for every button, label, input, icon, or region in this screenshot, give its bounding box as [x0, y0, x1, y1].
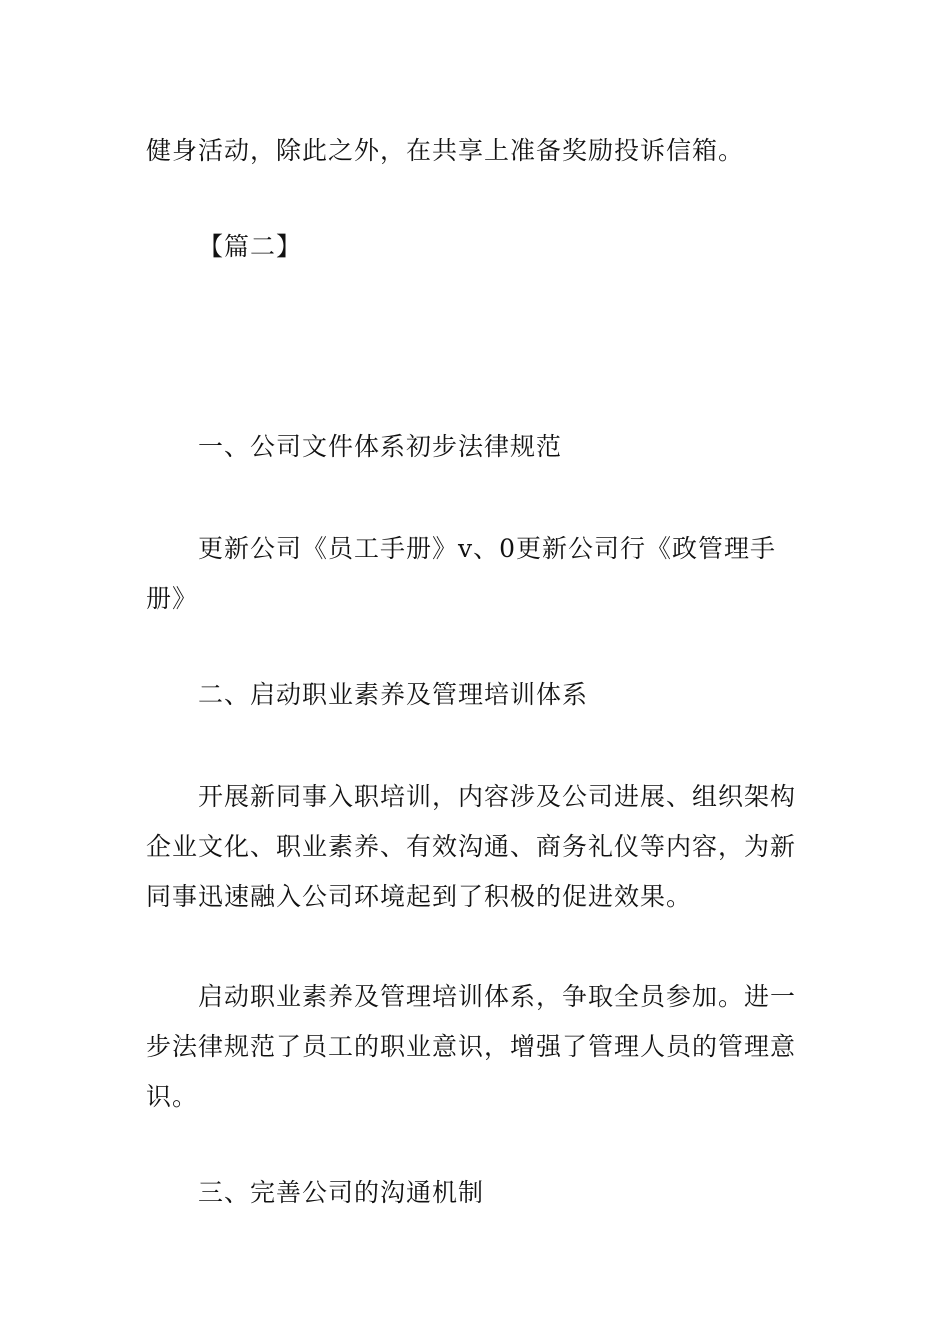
paragraph-2: 开展新同事入职培训，内容涉及公司进展、组织架构企业文化、职业素养、有效沟通、商务礼仪等内容，为新同事迅速融入公司环境起到了积极的促进效果。 — [146, 782, 797, 911]
paragraph-1: 更新公司《员工手册》v、0更新公司行《政管理手册》 — [146, 534, 777, 613]
heading-1: 一、公司文件体系初步法律规范 — [198, 432, 563, 461]
paragraph-continuation: 健身活动，除此之外，在共享上准备奖励投诉信箱。 — [146, 136, 745, 165]
heading-2: 二、启动职业素养及管理培训体系 — [198, 680, 589, 709]
paragraph-3: 启动职业素养及管理培训体系，争取全员参加。进一步法律规范了员工的职业意识，增强了管理人员的管理意识。 — [146, 982, 797, 1111]
section-marker: 【篇二】 — [198, 232, 303, 261]
heading-3: 三、完善公司的沟通机制 — [198, 1178, 485, 1207]
